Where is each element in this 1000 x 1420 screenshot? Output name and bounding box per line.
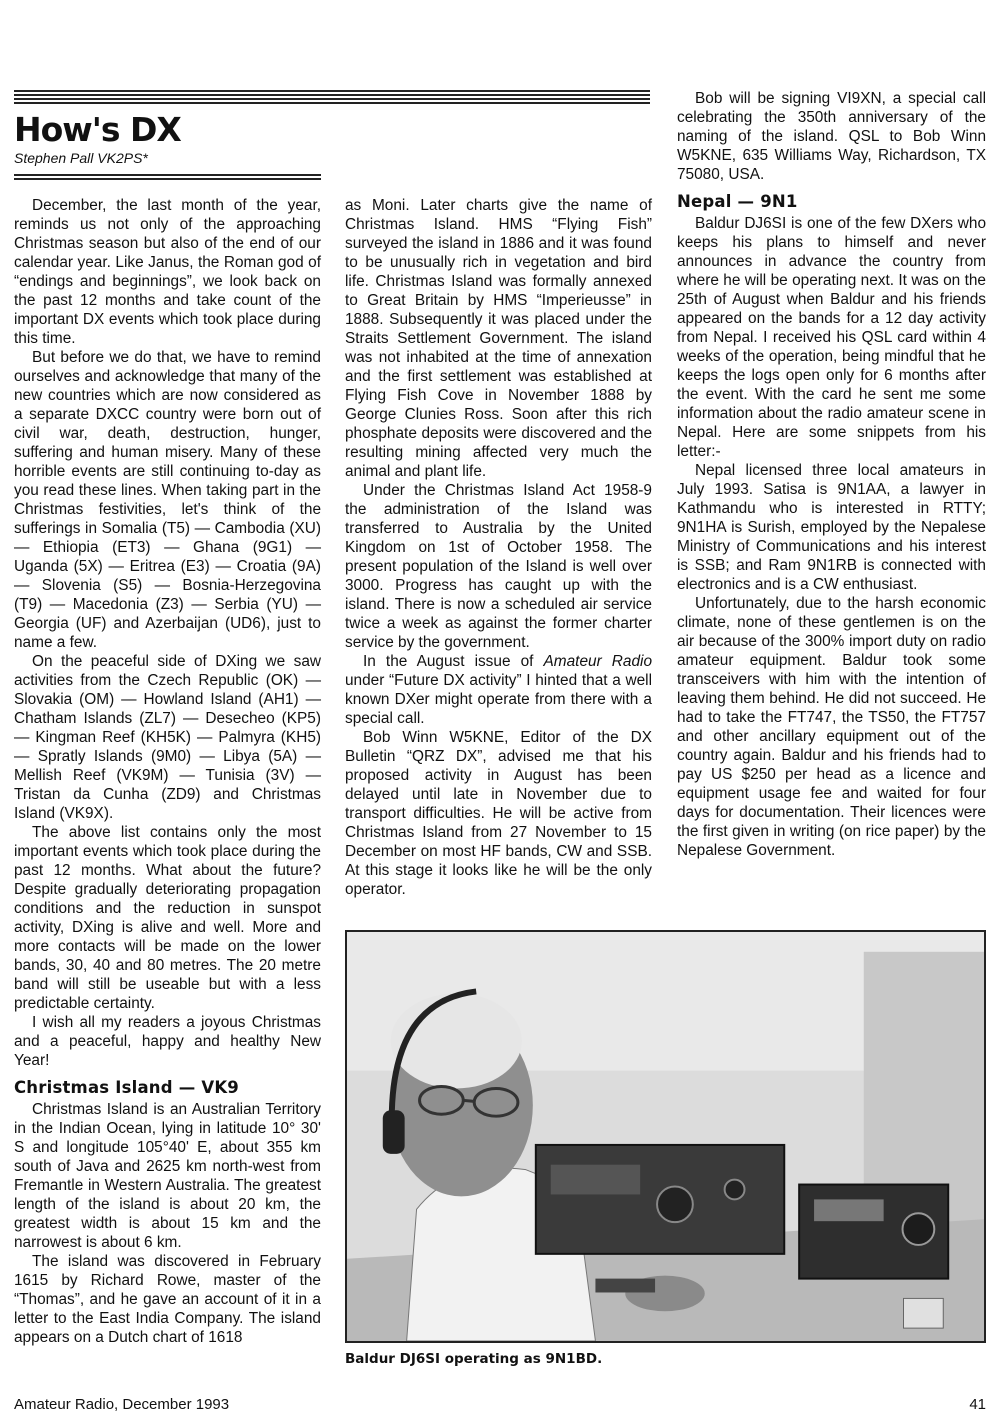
paragraph: On the peaceful side of DXing we saw activities from the Czech Republic (OK) — Slovakia (OM) — Howland Island (AH1) — Chatham Islands (ZL7) — Desecheo (KP5) — Kingman Reef (KH5K) — Palmyra (KH5) — Spratly Islands (9M0) — Libya (5A) — Mellish Reef (VK9M) — Tunisia (3V) — Tristan da Cunha (ZD9) and Christmas Island (VK9X).	[14, 653, 321, 822]
paragraph: Nepal licensed three local amateurs in July 1993. Satisa is 9N1AA, a lawyer in Kathmandu who is interested in RTTY; 9N1HA is Surish, employed by the Nepalese Ministry of Communications and his interest is SSB; and Ram 9N1RB is connected with electronics and is a CW enthusiast.	[677, 462, 986, 593]
paragraph: The above list contains only the most important events which took place during the past 12 months. What about the future? Despite gradually deteriorating propagation conditions and the reduction in sunspot activity, DXing is alive and well. More and more contacts will be made on the lower bands, 30, 40 and 80 metres. The 20 metre band will still be useable but with a less predictable certainty.	[14, 824, 321, 1012]
photo-illustration	[347, 932, 984, 1341]
column-1	[14, 196, 321, 1347]
paragraph: December, the last month of the year, reminds us not only of the approaching Christmas season but also of the end of our calendar year. Like Janus, the Roman god of “endings and beginnings”, we look back on the past 12 months and take count of the important DX events which took place during this time.	[14, 197, 321, 347]
paragraph: as Moni. Later charts give the name of Christmas Island. HMS “Flying Fish” surveyed the island in 1886 and it was found to be unusually rich in vegetation and bird life. Christmas Island was formally annexed to Great Britain by HMS “Imperieusse” in 1888. Subsequently it was placed under the Straits Settlement Government. The island was not inhabited at the time of annexation and the first settlement was established at Flying Fish Cove in November 1888 by George Clunies Ross. Soon after this rich phosphate deposits were discovered and the resulting mining affected very much the animal and plant life.	[345, 197, 652, 480]
paragraph: Christmas Island is an Australian Territory in the Indian Ocean, lying in latitude 10° 30' S and longitude 105°40' E, about 355 km south of Java and 2625 km north-west from Fremantle in Western Australia. The greatest length of the island is about 20 km, the greatest width is about 15 km and the narrowest is about 6 km.	[14, 1101, 321, 1251]
paragraph: Under the Christmas Island Act 1958-9 the administration of the Island was transferred to Australia by the United Kingdom on 1st of October 1958. The present population of the Island is well over 3000. Progress has caught up with the island. There is now a scheduled air service twice a week as against the former charter service by the government.	[345, 482, 652, 651]
paragraph: Unfortunately, due to the harsh economic climate, none of these gentlemen is on the air because of the 300% import duty on radio amateur equipment. Baldur took some transceivers with him with the intention of leaving them behind. He did not succeed. He had to take the FT747, the TS50, the FT757 and other ancillary equipment out of the country again. Baldur and his friends had to pay US $250 per head as a licence and equipment usage fee and waited for four days for documentation. Their licences were the first given in writing (on rice paper) by the Nepalese Government.	[677, 595, 986, 859]
page-number: 41	[969, 1396, 986, 1413]
byline: Stephen Pall VK2PS*	[14, 150, 148, 166]
paragraph: I wish all my readers a joyous Christmas and a peaceful, happy and healthy New Year!	[14, 1014, 321, 1069]
byline-rule-top	[14, 174, 321, 176]
text-run: In the August issue of	[363, 653, 544, 670]
paragraph: But before we do that, we have to remind ourselves and acknowledge that many of the new countries which are now considered as a separate DXCC country were born out of civil war, death, destruction, hunger, suffering and human misery. Many of these horrible events are still continuing to-day as you read these lines. When taking part in the Christmas festivities, let's think of the sufferings in Somalia (T5) — Cambodia (XU) — Ethiopia (ET3) — Ghana (9G1) — Uganda (5X) — Eritrea (E3) — Croatia (9A) — Slovenia (S5) — Bosnia-Herzegovina (T9) — Macedonia (Z3) — Serbia (YU) — Georgia (UF) and Azerbaijan (UD6), just to name a few.	[14, 349, 321, 651]
section-heading-christmas-island: Christmas Island — VK9	[14, 1078, 239, 1097]
paragraph: Bob will be signing VI9XN, a special call celebrating the 350th anniversary of the naming of the island. QSL to Bob Winn W5KNE, 635 Williams Way, Richardson, TX 75080, USA.	[677, 90, 986, 183]
text-run: under “Future DX activity” I hinted that a well known DXer might operate from there with a special call.	[345, 672, 652, 727]
byline-rule-bottom	[14, 178, 321, 180]
photo-caption: Baldur DJ6SI operating as 9N1BD.	[345, 1351, 603, 1367]
page-title: How's DX	[14, 110, 181, 149]
footer-publication: Amateur Radio, December 1993	[14, 1396, 230, 1413]
magazine-title: Amateur Radio	[543, 653, 653, 670]
paragraph	[345, 652, 652, 728]
paragraph: Baldur DJ6SI is one of the few DXers who keeps his plans to himself and never announces in advance the country from where he will be operating next. It was on the 25th of August when Baldur and his friends appeared on the bands for a 12 day activity from Nepal. I received his QSL card within 4 weeks of the operation, being mindful that he keeps the logs open only for 6 months after the event. With the card he sent me some information about the radio amateur scene in Nepal. Here are some snippets from his letter:-	[677, 215, 986, 460]
paragraph: Bob Winn W5KNE, Editor of the DX Bulletin “QRZ DX”, advised me that his proposed activity in August has been delayed until late in November due to transport difficulties. He will be active from Christmas Island from 27 November to 15 December on most HF bands, CW and SSB. At this stage it looks like he will be the only operator.	[345, 729, 652, 898]
paragraph: The island was discovered in February 1615 by Richard Rowe, master of the “Thomas”, and he gave an account of it in a letter to the East India Company. The island appears on a Dutch chart of 1618	[14, 1253, 321, 1346]
title-rules	[14, 90, 650, 106]
column-2	[345, 196, 652, 899]
section-heading-nepal: Nepal — 9N1	[677, 192, 798, 211]
column-3	[677, 89, 986, 860]
photo-operator	[345, 930, 986, 1343]
